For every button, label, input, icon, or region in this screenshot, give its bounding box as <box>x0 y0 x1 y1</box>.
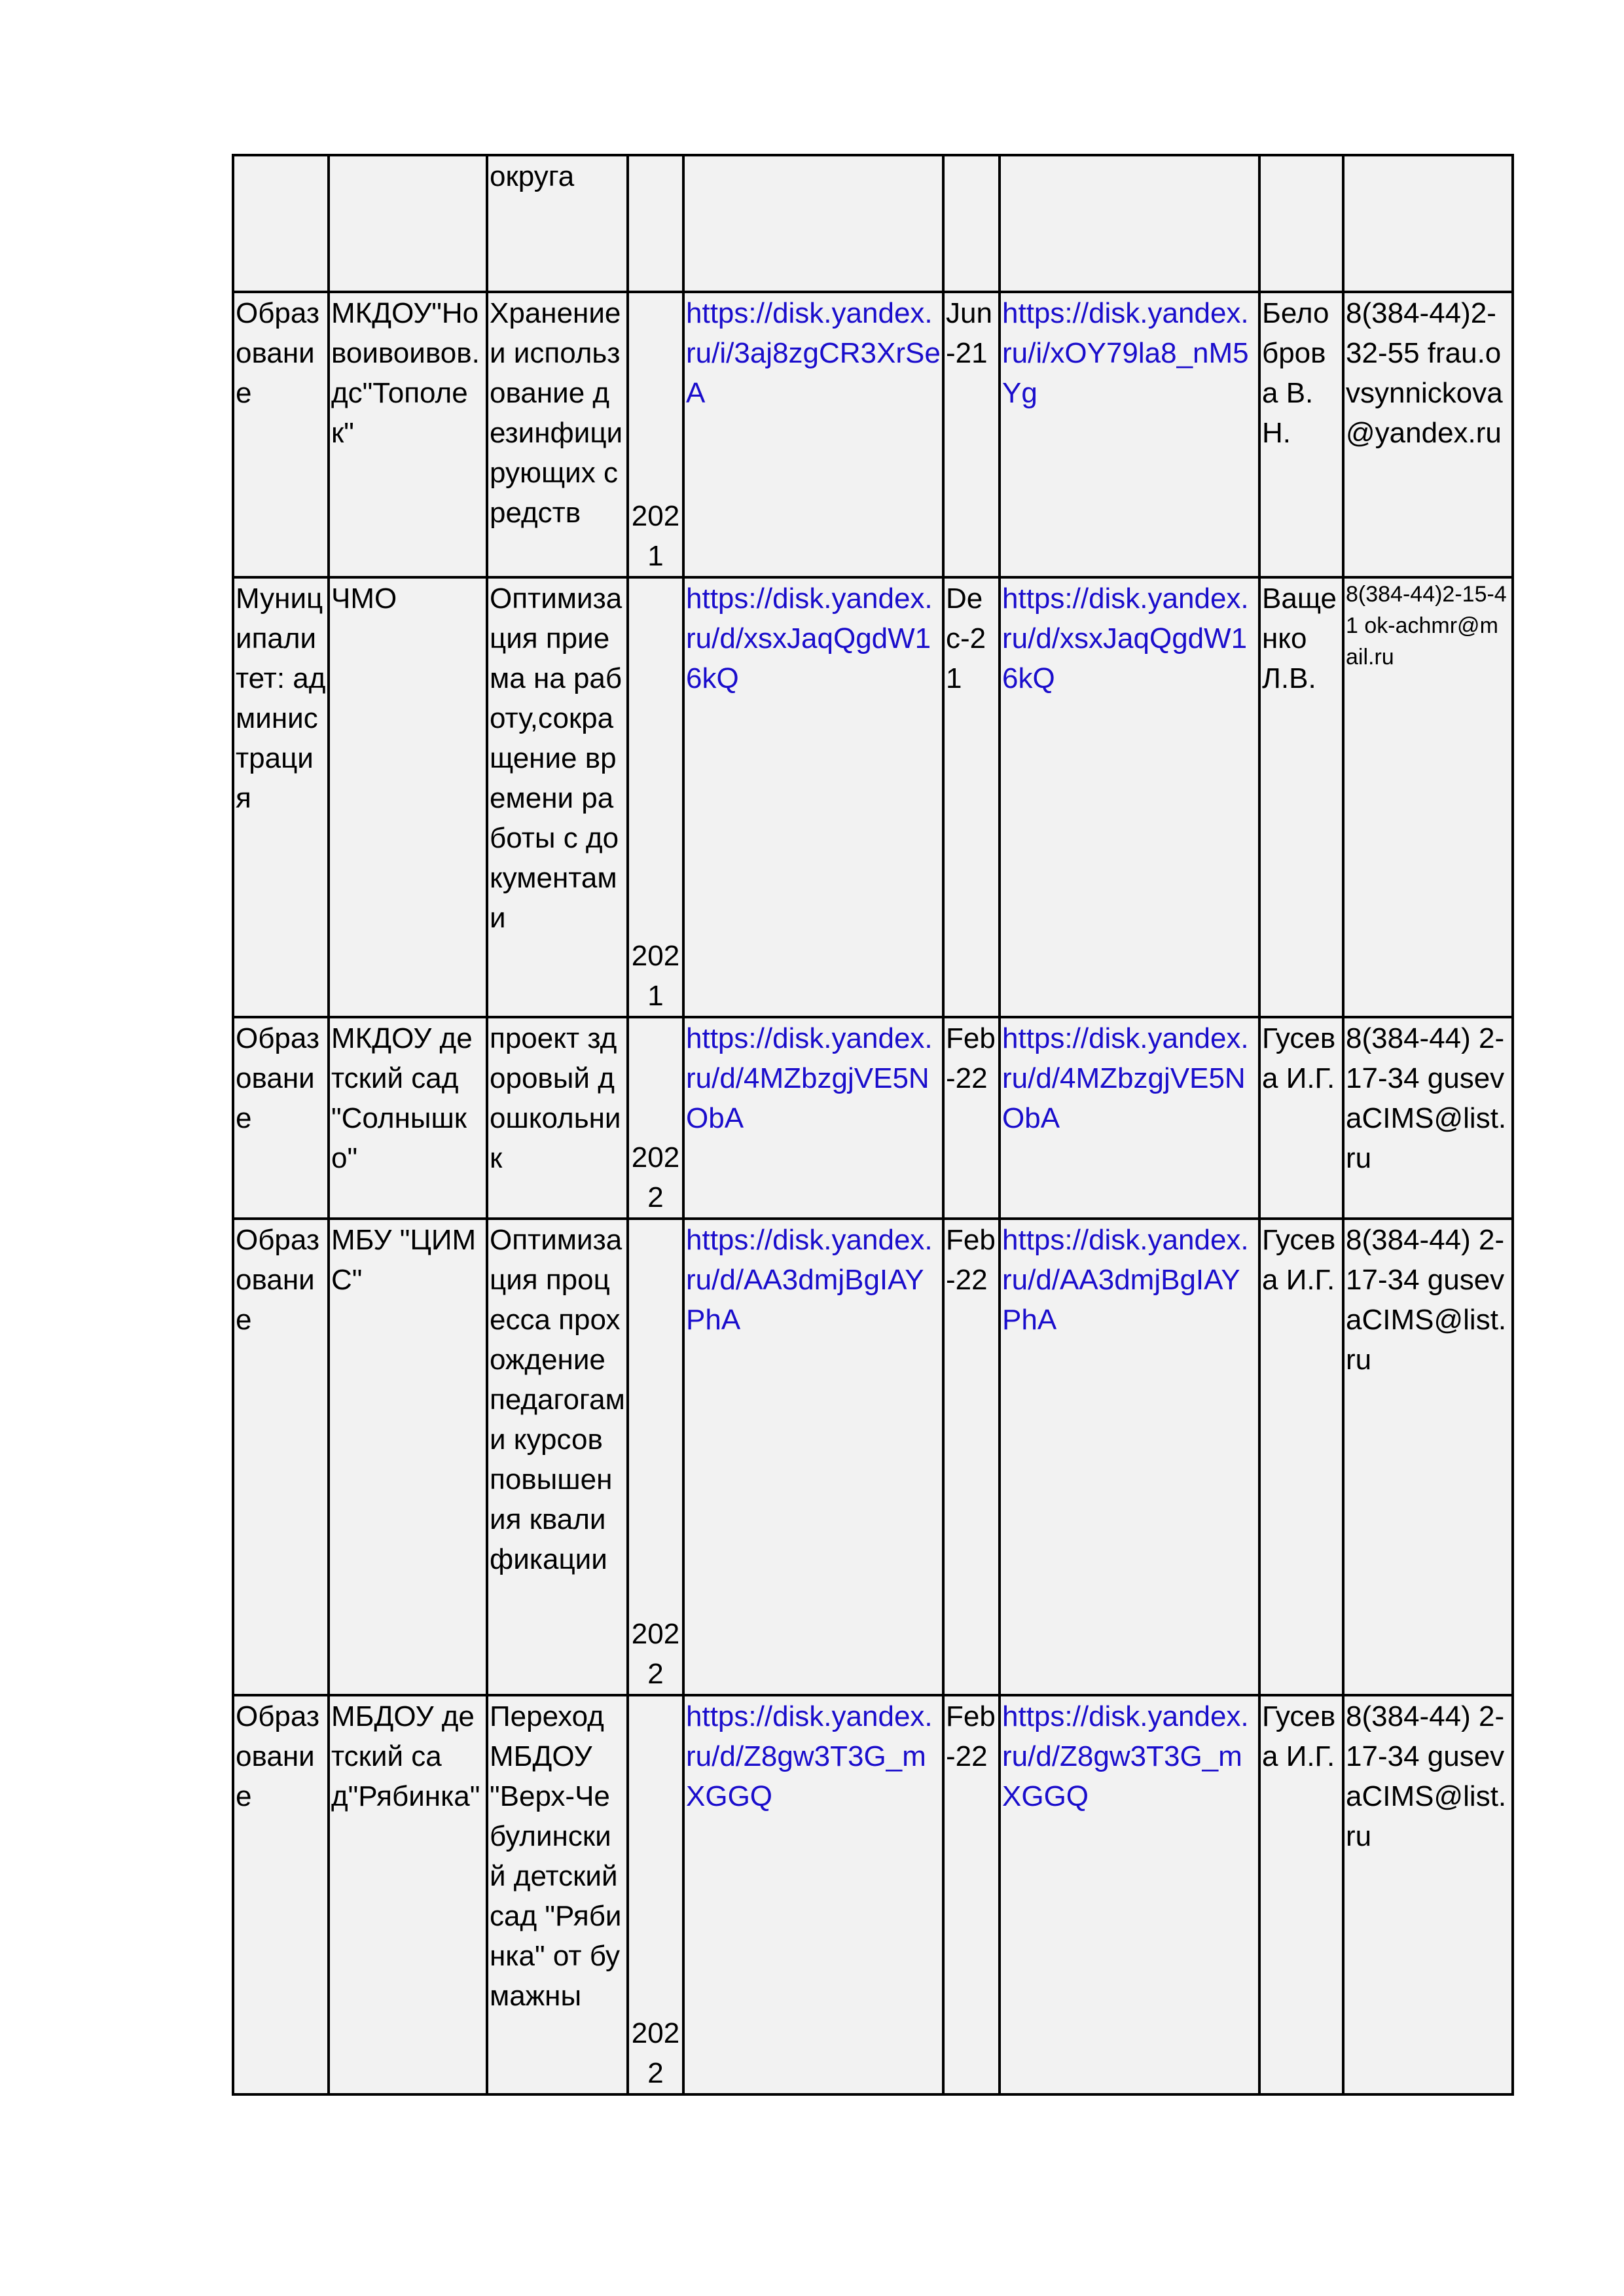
sector-cell: Муниципалитет: администрация <box>233 577 329 1017</box>
contact-cell <box>1259 155 1343 292</box>
organization-cell: МБУ "ЦИМС" <box>329 1219 487 1695</box>
sector-cell: Образование <box>233 1695 329 2094</box>
sector-cell <box>233 155 329 292</box>
table-row <box>233 292 1513 577</box>
date-cell: Feb-22 <box>943 1695 1000 2094</box>
link-cell <box>1000 1017 1259 1219</box>
phone-email-cell: 8(384-44)2-15-41 ok-achmr@mail.ru <box>1343 577 1513 1017</box>
phone-email-cell: 8(384-44) 2-17-34 gusevaCIMS@list.ru <box>1343 1017 1513 1219</box>
project-cell: округа <box>487 155 628 292</box>
year-cell: 2021 <box>628 577 683 1017</box>
project-link[interactable]: https://disk.yandex.ru/d/xsxJaqQgdW16kQ <box>686 583 933 694</box>
organization-cell: МКДОУ детский сад "Солнышко" <box>329 1017 487 1219</box>
result-link[interactable]: https://disk.yandex.ru/i/xOY79la8_nM5Yg <box>1002 297 1249 409</box>
link-cell <box>1000 1695 1259 2094</box>
date-cell: Feb-22 <box>943 1219 1000 1695</box>
organization-cell: МКДОУ"Новоивоивов.дс"Тополек" <box>329 292 487 577</box>
project-cell: Переход МБДОУ "Верх-Чебулинский детский сад "Рябинка" от бумажны <box>487 1695 628 2094</box>
year-cell: 2021 <box>628 292 683 577</box>
table-row <box>233 1017 1513 1219</box>
date-cell <box>943 155 1000 292</box>
organization-cell: ЧМО <box>329 577 487 1017</box>
spreadsheet-table <box>232 154 1514 2096</box>
year-cell: 2022 <box>628 1219 683 1695</box>
date-cell: Jun-21 <box>943 292 1000 577</box>
phone-email-cell <box>1343 155 1513 292</box>
table-row <box>233 1219 1513 1695</box>
organization-cell <box>329 155 487 292</box>
project-link[interactable]: https://disk.yandex.ru/d/AA3dmjBgIAYPhA <box>686 1224 933 1336</box>
contact-cell: Ващенко Л.В. <box>1259 577 1343 1017</box>
phone-email-cell: 8(384-44)2-32-55 frau.ovsynnickova@yandex.ru <box>1343 292 1513 577</box>
link-cell <box>1000 292 1259 577</box>
sector-cell: Образование <box>233 1219 329 1695</box>
link-cell <box>683 577 943 1017</box>
table-row <box>233 155 1513 292</box>
project-cell: Хранение и использование дезинфицирующих средств <box>487 292 628 577</box>
contact-cell: Гусева И.Г. <box>1259 1695 1343 2094</box>
sector-cell: Образование <box>233 1017 329 1219</box>
link-cell <box>683 292 943 577</box>
phone-email-cell: 8(384-44) 2-17-34 gusevaCIMS@list.ru <box>1343 1219 1513 1695</box>
project-link[interactable]: https://disk.yandex.ru/i/3aj8zgCR3XrSeA <box>686 297 941 409</box>
contact-cell: Гусева И.Г. <box>1259 1017 1343 1219</box>
link-cell <box>1000 155 1259 292</box>
project-cell: проект здоровый дошкольник <box>487 1017 628 1219</box>
result-link[interactable]: https://disk.yandex.ru/d/Z8gw3T3G_mXGGQ <box>1002 1700 1249 1812</box>
link-cell <box>1000 577 1259 1017</box>
project-link[interactable]: https://disk.yandex.ru/d/4MZbzgjVE5NObA <box>686 1022 933 1134</box>
date-cell: Feb-22 <box>943 1017 1000 1219</box>
sector-cell: Образование <box>233 292 329 577</box>
result-link[interactable]: https://disk.yandex.ru/d/AA3dmjBgIAYPhA <box>1002 1224 1249 1336</box>
project-cell: Оптимизация процесса прохождение педагогами курсов повышения квалификации <box>487 1219 628 1695</box>
link-cell <box>683 155 943 292</box>
project-link[interactable]: https://disk.yandex.ru/d/Z8gw3T3G_mXGGQ <box>686 1700 933 1812</box>
contact-cell: Белоброва В.Н. <box>1259 292 1343 577</box>
year-cell: 2022 <box>628 1017 683 1219</box>
year-cell <box>628 155 683 292</box>
project-cell: Оптимизация приема на работу,сокращение времени работы с документами <box>487 577 628 1017</box>
contact-cell: Гусева И.Г. <box>1259 1219 1343 1695</box>
link-cell <box>683 1017 943 1219</box>
organization-cell: МБДОУ детский сад"Рябинка" <box>329 1695 487 2094</box>
year-cell: 2022 <box>628 1695 683 2094</box>
phone-email-cell: 8(384-44) 2-17-34 gusevaCIMS@list.ru <box>1343 1695 1513 2094</box>
table-row <box>233 1695 1513 2094</box>
link-cell <box>1000 1219 1259 1695</box>
result-link[interactable]: https://disk.yandex.ru/d/4MZbzgjVE5NObA <box>1002 1022 1249 1134</box>
link-cell <box>683 1695 943 2094</box>
date-cell: Dec-21 <box>943 577 1000 1017</box>
table-row <box>233 577 1513 1017</box>
result-link[interactable]: https://disk.yandex.ru/d/xsxJaqQgdW16kQ <box>1002 583 1249 694</box>
link-cell <box>683 1219 943 1695</box>
